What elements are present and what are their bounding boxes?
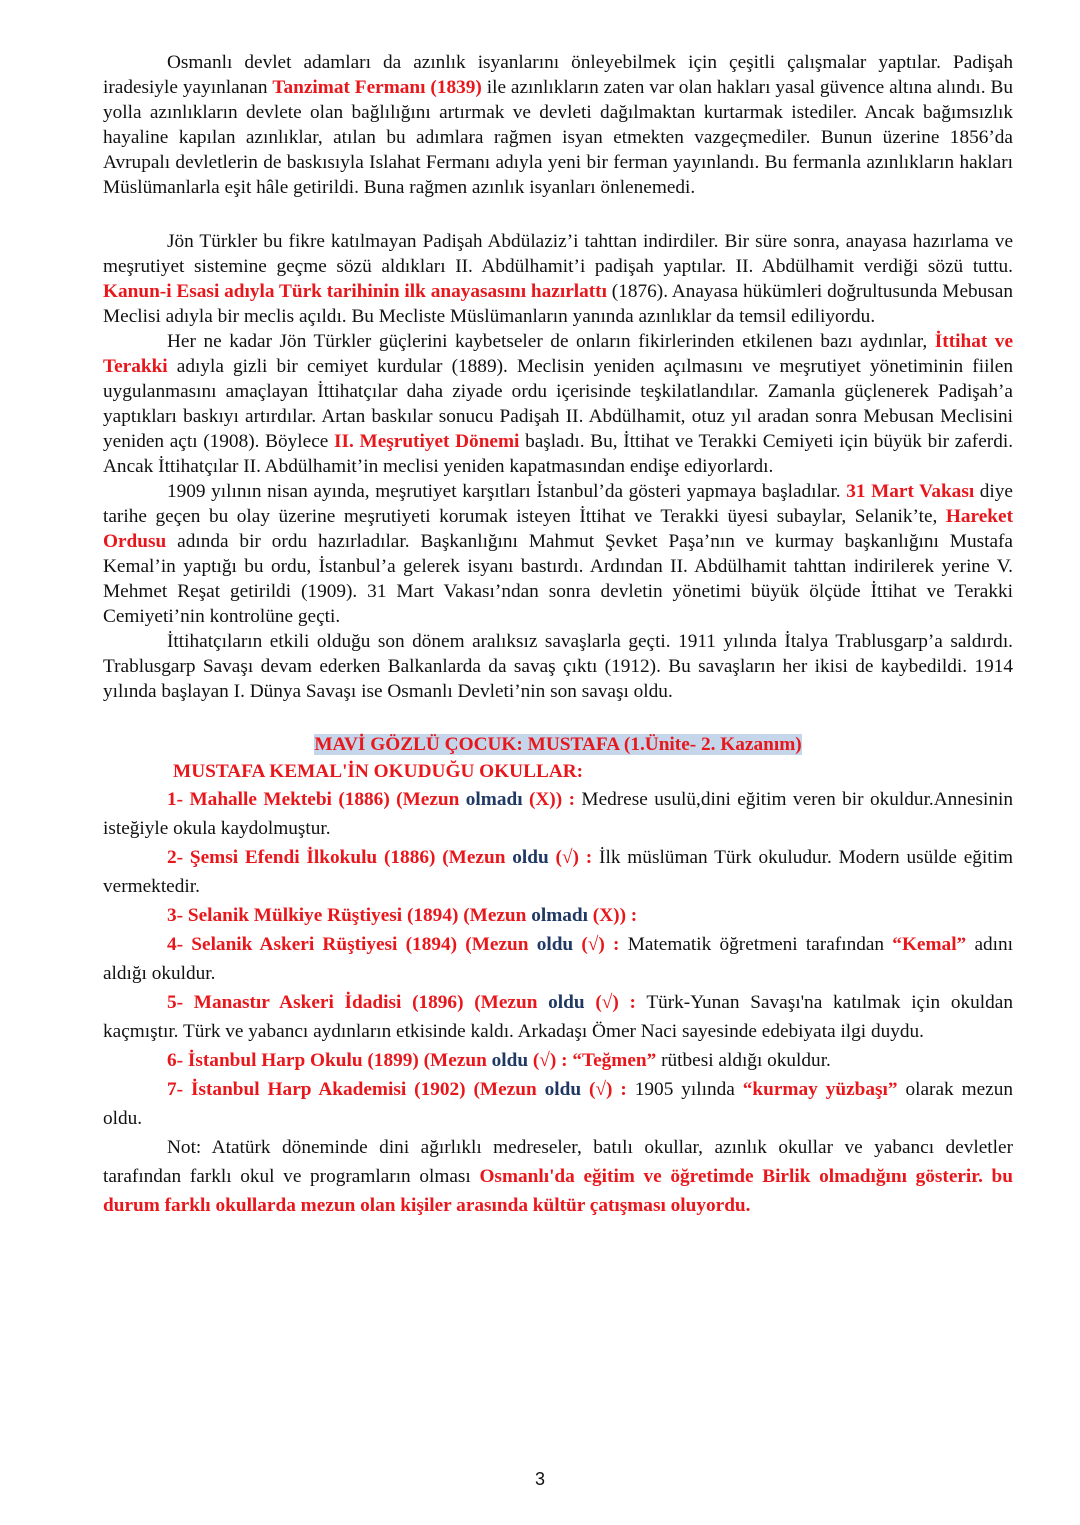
highlight-meşrutiyet: II. Meşrutiyet Dönemi (334, 431, 520, 452)
section-subtitle: MUSTAFA KEMAL'İN OKUDUĞU OKULLAR: (173, 761, 584, 782)
paragraph-31-mart: 1909 yılının nisan ayında, meşrutiyet karşıtları İstanbul’da gösteri yapmaya başladılar. 31 Mart Vakası diye tarihe geçen bu olay üzerine meşrutiyeti korumak isteyen İttihat ve Terakki üyesi subaylar, Selanik’te, Hareket Ordusu adında bir ordu hazırladılar. Başkanlığını Mahmut Şevket Paşa’nın ve kurmay başkanlığını Mustafa Kemal’in yaptığı bu ordu, İstanbul’a gelerek isyanı bastırdı. Ardından II. Abdülhamit tahttan indirilerek yerine V. Mehmet Reşat getirildi (1909). 31 Mart Vakası’ndan sonra devletin yönetimi büyük ölçüde İttihat ve Terakki Cemiyeti’nin kontrolüne geçti. (103, 481, 1013, 627)
highlight-tanzimat: Tanzimat Fermanı (1839) (272, 77, 482, 98)
school-item: 7- İstanbul Harp Akademisi (1902) (Mezun oldu (√) : 1905 yılında “kurmay yüzbaşı” olarak mezun oldu. (103, 1079, 1013, 1129)
school-item: 4- Selanik Askeri Rüştiyesi (1894) (Mezun oldu (√) : Matematik öğretmeni tarafından “Kemal” adını aldığı okuldur. (103, 934, 1013, 984)
section-heading (103, 732, 1013, 758)
highlight-kanun-i-esasi: Kanun-i Esasi adıyla Türk tarihinin ilk anayasasını hazırlattı (103, 281, 607, 302)
school-item: 5- Manastır Askeri İdadisi (1896) (Mezun oldu (√) : Türk-Yunan Savaşı'na katılmak için okuldan kaçmıştır. Türk ve yabancı aydınların etkisinde kaldı. Arkadaşı Ömer Naci sayesinde edebiyata ilgi duydu. (103, 992, 1013, 1042)
school-item: 6- İstanbul Harp Okulu (1899) (Mezun oldu (√) : “Teğmen” rütbesi aldığı okuldur. (167, 1050, 831, 1071)
highlight-hareket-ordusu: Hareket Ordusu (103, 506, 1013, 552)
section-title: MAVİ GÖZLÜ ÇOCUK: MUSTAFA (1.Ünite- 2. Kazanım) (314, 734, 802, 755)
highlight-31-mart: 31 Mart Vakası (846, 481, 975, 502)
document-page (103, 50, 1013, 1220)
paragraph-ittihat-terakki: Her ne kadar Jön Türkler güçlerini kaybetseler de onların fikirlerinden etkilenen bazı aydınlar, İttihat ve Terakki adıyla gizli bir cemiyet kurdular (1889). Meclisin yeniden açılmasını ve meşrutiyet yönetiminin fiilen uygulanmasını amaçlayan İttihatçılar daha ziyade ordu içerisinde teşkilatlandılar. Zamanla güçlenerek Padişah’a yaptıkları baskıyı artırdılar. Artan baskılar sonucu Padişah II. Abdülhamit, otuz yıl aradan sonra Mebusan Meclisini yeniden açtı (1908). Böylece II. Meşrutiyet Dönemi başladı. Bu, İttihat ve Terakki Cemiyeti için büyük bir zaferdi. Ancak İttihatçılar II. Abdülhamit’in meclisi yeniden kapatmasından endişe ediyorlardı. (103, 331, 1014, 477)
school-item: 1- Mahalle Mektebi (1886) (Mezun olmadı (X)) : Medrese usulü,dini eğitim veren bir okuldur.Annesinin isteğiyle okula kaydolmuştur. (103, 789, 1014, 839)
paragraph-kanun-i-esasi: Jön Türkler bu fikre katılmayan Padişah Abdülaziz’i tahttan indirdiler. Bir süre sonra, anayasa hazırlama ve meşrutiyet sistemine geçme sözü aldıkları II. Abdülhamit’i padişah yaptılar. II. Abdülhamit verdiği sözü tuttu. Kanun-i Esasi adıyla Türk tarihinin ilk anayasasını hazırlattı (1876). Anayasa hükümleri doğrultusunda Mebusan Meclisi adıyla bir meclis açıldı. Bu Mecliste Müslümanların yanında azınlıklar da temsil ediliyordu. (103, 231, 1013, 327)
school-item: 3- Selanik Mülkiye Rüştiyesi (1894) (Mezun olmadı (X)) : (167, 905, 638, 926)
page-number: 3 (534, 1469, 545, 1489)
paragraph-savaslar: İttihatçıların etkili olduğu son dönem aralıksız savaşlarla geçti. 1911 yılında İtalya Trablusgarp’a saldırdı. Trablusgarp Savaşı devam ederken Balkanlarda da savaş çıktı (1912). Bu savaşların her ikisi de kaybedildi. 1914 yılında başlayan I. Dünya Savaşı ise Osmanlı Devleti’nin son savaşı oldu. (103, 631, 1013, 702)
note-paragraph: Not: Atatürk döneminde dini ağırlıklı medreseler, batılı okullar, azınlık okullar ve yabancı devletler tarafından farklı okul ve programların olması Osmanlı'da eğitim ve öğretimde Birlik olmadığını gösterir. bu durum farklı okullarda mezun olan kişiler arasında kültür çatışması oluyordu. (103, 1137, 1014, 1216)
note-highlight: Osmanlı'da eğitim ve öğretimde Birlik olmadığını gösterir. bu durum farklı okullarda mezun olan kişiler arasında kültür çatışması oluyordu. (103, 1166, 1014, 1216)
highlight-ittihat-terakki: İttihat ve Terakki (103, 331, 1013, 377)
paragraph-tanzimat: Osmanlı devlet adamları da azınlık isyanlarını önleyebilmek için çeşitli çalışmalar yaptılar. Padişah iradesiyle yayınlanan Tanzimat Fermanı (1839) ile azınlıkların zaten var olan hakları yasal güvence altına alındı. Bu yolla azınlıkların devlete olan bağlılığını artırmak ve devleti dağılmaktan kurtarmak istediler. Ancak bağımsızlık hayaline kapılan azınlıklar, atılan bu adımlara rağmen isyan etmekten vazgeçmediler. Bunun üzerine 1856’da Avrupalı devletlerin de baskısıyla Islahat Fermanı adıyla yeni bir ferman yayınlandı. Bu fermanla azınlıkların hakları Müslümanlarla eşit hâle getirildi. Buna rağmen azınlık isyanları önlenemedi. (103, 52, 1013, 198)
school-item: 2- Şemsi Efendi İlkokulu (1886) (Mezun oldu (√) : İlk müslüman Türk okuludur. Modern usülde eğitim vermektedir. (103, 847, 1013, 897)
